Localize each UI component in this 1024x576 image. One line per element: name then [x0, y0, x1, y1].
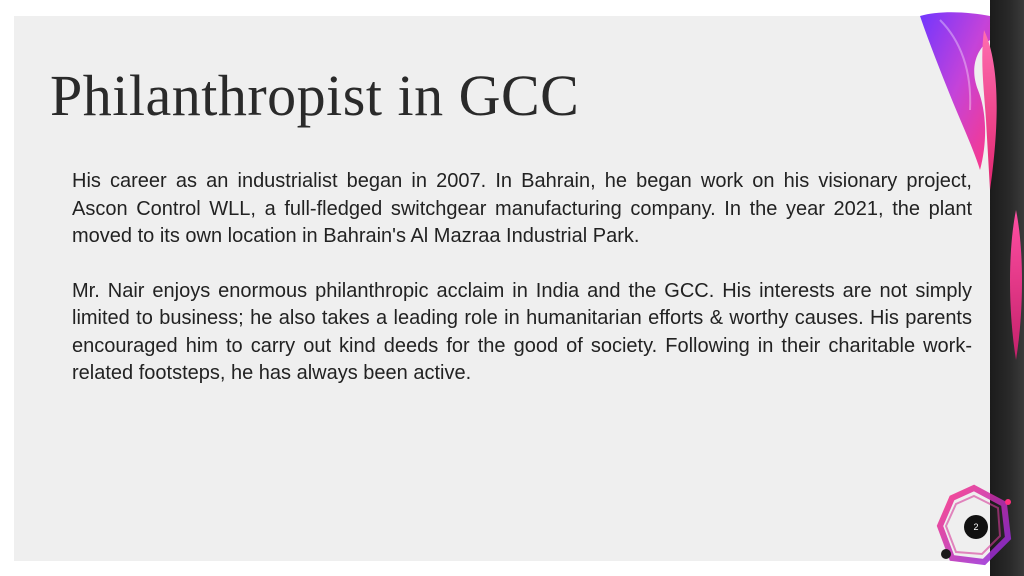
paragraph-philanthropy: Mr. Nair enjoys enormous philanthropic acclaim in India and the GCC. His interests are not simply limited to business; he also takes a leading role in humanitarian efforts & worthy causes. His parents encouraged him to carry out kind deeds for the good of society. Following in their charitable work-related footsteps, he has always been active.: [72, 279, 972, 384]
pink-accent-decoration: [998, 210, 1024, 360]
slide-title: Philanthropist in GCC: [50, 63, 580, 128]
paragraph-career: His career as an industrialist began in 2007. In Bahrain, he began work on his visionary project, Ascon Control WLL, a full-fledged switchgear manufacturing company. In the year 2021, the plant moved to its own location in Bahrain's Al Mazraa Industrial Park.: [72, 170, 972, 247]
page-number-badge: 2: [964, 515, 988, 539]
slide-body: [72, 168, 972, 415]
